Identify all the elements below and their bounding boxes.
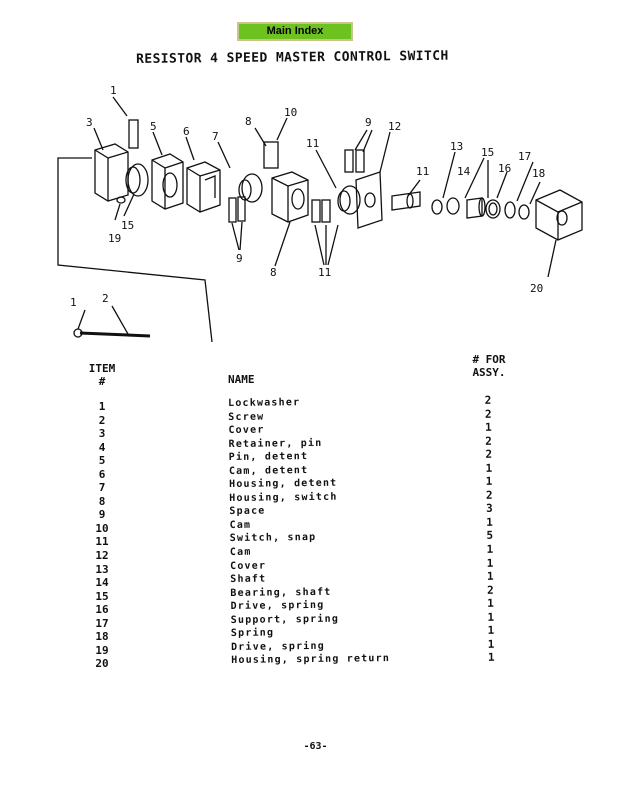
item-number: 10 (95, 521, 109, 535)
item-number: 20 (95, 657, 109, 671)
item-number: 2 (98, 413, 106, 427)
part-qty: 1 (487, 610, 495, 624)
callout-8b: 8 (270, 266, 277, 279)
callout-16: 14 (457, 165, 471, 178)
part-qty: 1 (486, 542, 494, 556)
callout-9: 10 (284, 106, 298, 119)
part-name: Bearing, shaft (230, 586, 332, 599)
part-qty: 1 (485, 475, 493, 489)
callout-15: 13 (450, 140, 464, 153)
part-name: Housing, switch (229, 491, 338, 504)
part-name: Cover (228, 424, 265, 437)
callout-18: 16 (498, 162, 512, 175)
part-qty: 1 (486, 569, 494, 584)
callout-8: 6 (183, 125, 190, 138)
part-qty: 5 (486, 529, 494, 543)
part-qty: 1 (487, 651, 495, 665)
part-qty: 2 (487, 583, 494, 597)
part-name: Cover (229, 560, 267, 572)
part-qty: 1 (486, 556, 494, 570)
callout-9b: 9 (236, 252, 243, 265)
part-name: Cam (229, 519, 252, 531)
part-name: Housing, detent (229, 477, 338, 491)
part-name: Drive, spring (230, 640, 325, 653)
callout-14: 11 (416, 165, 430, 178)
part-name: Cam, detent (228, 464, 309, 477)
item-number: 12 (95, 549, 109, 563)
name-header: NAME (228, 373, 255, 386)
part-name: Switch, snap (229, 532, 317, 545)
part-qty: 2 (485, 434, 492, 448)
callout-7: 5 (150, 120, 157, 133)
page-number: -63- (303, 741, 328, 752)
item-number: 3 (98, 427, 106, 441)
item-number: 8 (98, 494, 106, 508)
callout-2: 2 (102, 292, 109, 305)
item-number: 19 (95, 643, 109, 657)
qty-header: # FOR ASSY. (472, 353, 506, 379)
page-title: RESISTOR 4 SPEED MASTER CONTROL SWITCH (136, 48, 449, 67)
item-number: 9 (98, 508, 106, 522)
callout-15b: 18 (532, 167, 546, 180)
callout-13: 12 (388, 120, 402, 133)
callout-17: 15 (481, 146, 495, 159)
part-name: Pin, detent (228, 451, 309, 464)
callout-20: 20 (530, 282, 544, 295)
callout-11: 8 (245, 115, 252, 128)
part-qty: 1 (487, 637, 495, 651)
part-qty: 3 (486, 502, 493, 516)
part-qty: 1 (485, 461, 493, 475)
callout-3: 3 (86, 116, 93, 129)
item-number: 6 (98, 467, 106, 481)
item-number: 17 (95, 616, 109, 630)
part-qty: 2 (484, 393, 492, 407)
callout-11b: 9 (365, 116, 372, 129)
part-qty: 2 (485, 488, 493, 502)
main-index-button[interactable]: Main Index (237, 22, 353, 41)
item-number: 13 (95, 562, 109, 576)
name-column (228, 395, 390, 668)
callout-4: 1 (110, 84, 117, 97)
part-qty: 1 (487, 597, 494, 611)
item-number: 14 (95, 576, 109, 590)
part-name: Housing, spring return (231, 653, 391, 667)
part-name: Space (229, 505, 266, 518)
item-number: 16 (95, 603, 109, 617)
callout-6: 15 (121, 219, 135, 232)
part-name: Support, spring (230, 613, 340, 626)
part-qty: 1 (487, 624, 495, 638)
callout-5: 19 (108, 232, 122, 245)
item-number: 18 (95, 630, 109, 644)
part-qty: 1 (485, 420, 492, 435)
callout-12: 11 (306, 137, 320, 150)
part-qty: 2 (485, 448, 493, 462)
item-number: 7 (98, 481, 106, 495)
item-header: ITEM # (88, 362, 116, 388)
part-name: Screw (228, 411, 265, 423)
part-name: Drive, spring (230, 600, 325, 613)
item-number: 11 (95, 535, 109, 549)
callout-11c: 11 (318, 266, 332, 279)
part-name: Shaft (230, 573, 267, 586)
part-name: Retainer, pin (228, 437, 323, 450)
part-qty: 1 (486, 515, 493, 529)
item-column (82, 400, 122, 671)
part-qty: 2 (484, 407, 492, 421)
part-name: Cam (229, 546, 252, 559)
exploded-parts-diagram (0, 80, 631, 350)
part-name: Lockwasher (228, 397, 301, 409)
item-number: 5 (98, 454, 106, 468)
item-number: 4 (98, 440, 106, 454)
qty-column (478, 394, 501, 665)
callout-1: 1 (70, 296, 77, 309)
item-number: 1 (98, 400, 106, 413)
item-number: 15 (95, 589, 109, 603)
callout-10: 7 (212, 130, 219, 143)
part-name: Spring (230, 627, 275, 640)
callout-19: 17 (518, 150, 532, 163)
